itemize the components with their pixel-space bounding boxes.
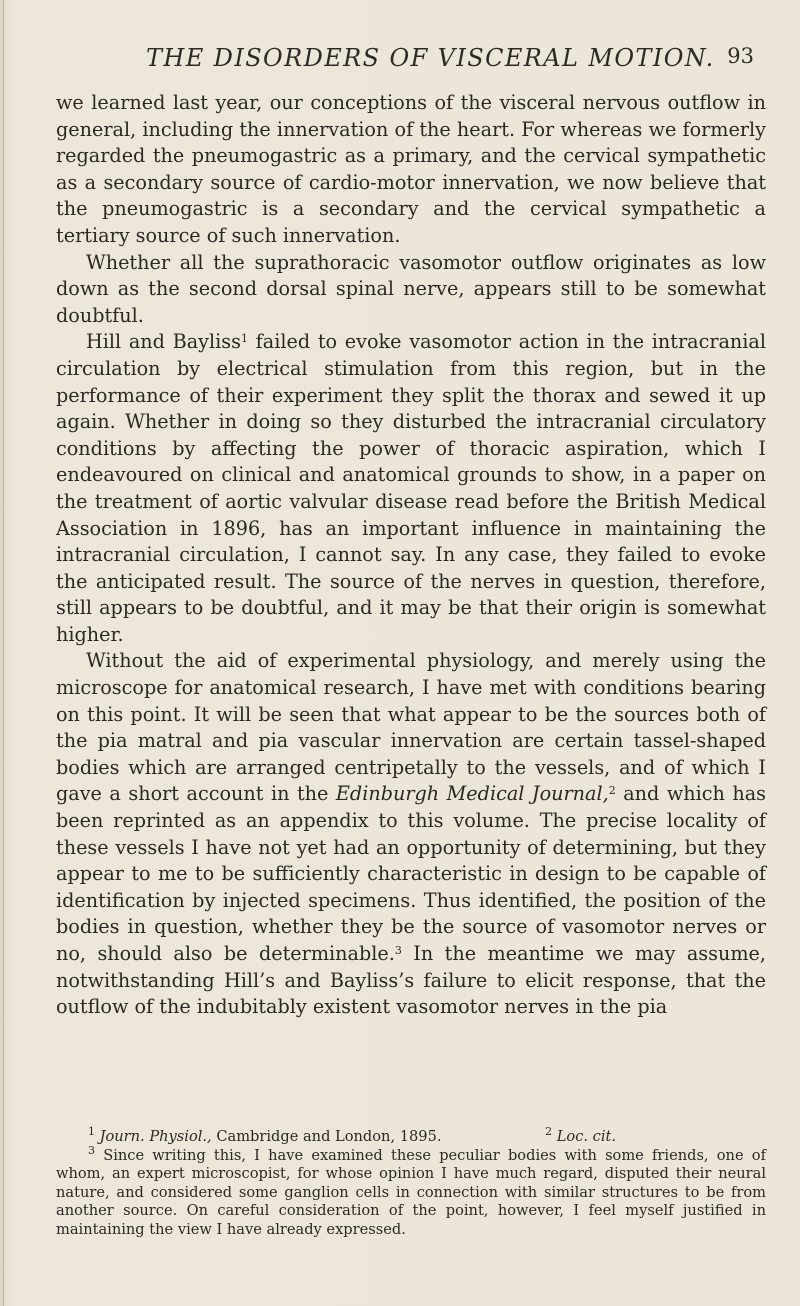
paragraph-4-text-c: In the meantime we may assume, notwithstanding Hill’s and Bayliss’s failure to elicit response, that the outflow of the indubitably existent vasomotor nerves in the pia xyxy=(56,942,766,1019)
footnote-2-text: Loc. cit. xyxy=(556,1128,616,1145)
footnote-ref-1: 1 xyxy=(240,332,248,346)
page-edge xyxy=(3,0,4,1306)
body-text xyxy=(56,90,766,1021)
paragraph-3-text: failed to evoke vasomotor action in the intracranial circulation by electrical stimulation from this region, but in the performance of their experiment they split the thorax and sewed it up again. Whether in doing so they disturbed the intracranial circulatory conditions by affecting the power of thoracic aspiration, which I endeavoured on clinical and anatomical grounds to show, in a paper on the treatment of aortic valvular disease read before the British Medical Association in 1896, has an important influence in maintaining the intracranial circulation, I cannot say. In any case, they failed to evoke the anticipated result. The source of the nerves in question, therefore, still appears to be doubtful, and it may be that their origin is somewhat higher. xyxy=(56,330,766,646)
paragraph-3-lead: Hill and Bayliss xyxy=(86,330,241,354)
page-header xyxy=(40,44,760,78)
paragraph-4-text-b: and which has been reprinted as an appendix to this volume. The precise locality of these vessels I have not yet had an opportunity of determining, but they appear to me to be sufficiently characteristic in design to be capable of identification by injected specimens. Thus identified, the position of the bodies in question, whether they be the source of vasomotor nerves or no, should also be determinable. xyxy=(56,782,767,965)
journal-title: Edinburgh Medical Journal, xyxy=(335,782,609,806)
paragraph-3 xyxy=(56,329,766,648)
footnote-2-number: 2 xyxy=(545,1125,553,1138)
page-number: 93 xyxy=(727,44,754,68)
paragraph-2: Whether all the suprathoracic vasomotor outflow originates as low down as the second dorsal spinal nerve, appears still to be somewhat doubtful. xyxy=(56,250,766,327)
footnote-1-text: Cambridge and London, 1895. xyxy=(211,1128,442,1145)
footnote-3 xyxy=(56,1143,766,1240)
footnote-3-text: Since writing this, I have examined these peculiar bodies with some friends, one of whom, an expert microscopist, for whose opinion I have much regard, disputed their neural nature, and considered some ganglion cells in connection with similar structures to be from another source. On careful consideration of the point, however, I feel myself justified in maintaining the view I have already expressed. xyxy=(56,1146,766,1238)
footnote-row-1-2 xyxy=(56,1125,766,1147)
footnote-3-number: 3 xyxy=(88,1143,95,1157)
footnotes xyxy=(56,1125,766,1240)
running-title: THE DISORDERS OF VISCERAL MOTION. xyxy=(146,44,715,72)
paragraph-4 xyxy=(56,648,766,1020)
footnote-1-number: 1 xyxy=(88,1125,95,1138)
footnote-ref-3: 3 xyxy=(394,944,402,957)
footnote-1-journal: Journ. Physiol., xyxy=(99,1128,212,1145)
footnote-ref-2: 2 xyxy=(608,784,616,798)
footnote-1 xyxy=(56,1125,442,1147)
paragraph-4-text-a: Without the aid of experimental physiology, and merely using the microscope for anatomical research, I have met with conditions bearing on this point. It will be seen that what appear to be the sources both of the pia matral and pia vascular innervation are certain tassel-shaped bodies which are arranged centripetally to the vessels, and of which I gave a short account in the xyxy=(56,649,766,806)
paragraph-1: we learned last year, our conceptions of the visceral nervous outflow in general, including the innervation of the heart. For whereas we formerly regarded the pneumogastric as a primary, and the cervical sympathetic as a secondary source of cardio-motor innervation, we now believe that the pneumogastric is a secondary and the cervical sympathetic a tertiary source of such innervation. xyxy=(56,91,766,247)
footnote-2 xyxy=(545,1125,766,1147)
